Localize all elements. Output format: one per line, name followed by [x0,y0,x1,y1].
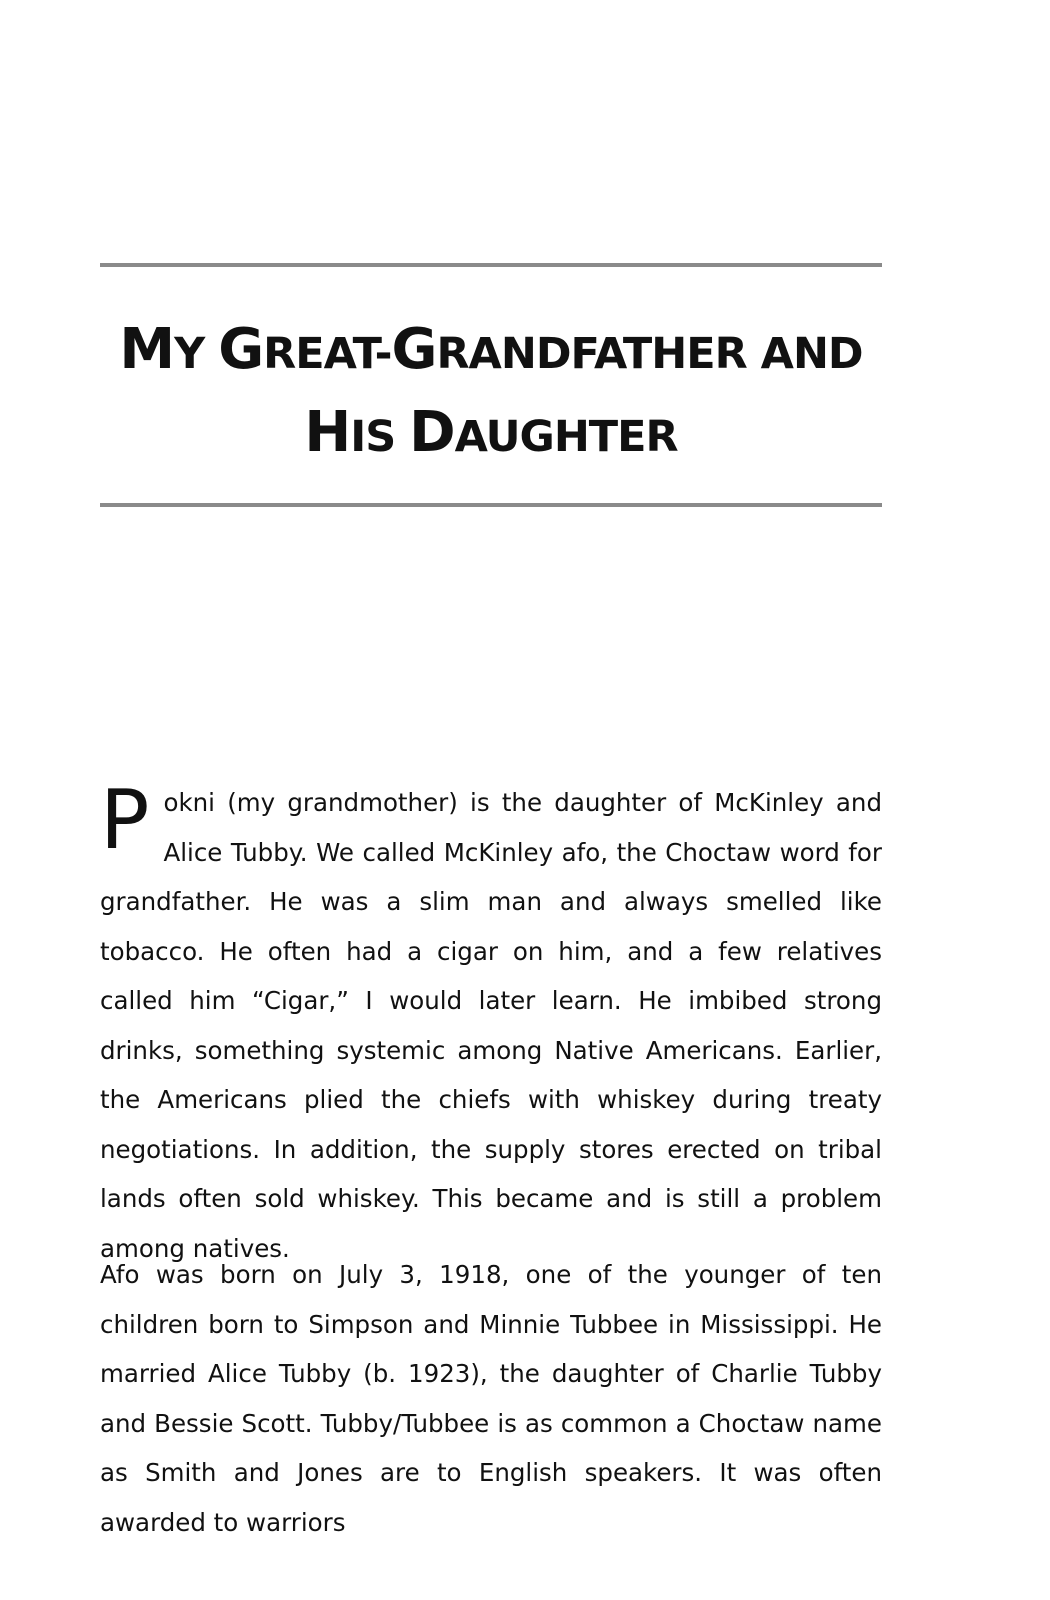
title-initial: G [218,317,264,382]
title-line-2 [304,400,678,465]
title-initial: M [119,317,175,382]
title-initial: G [391,317,437,382]
chapter-title [100,312,882,478]
paragraph-1 [100,773,882,1273]
drop-cap: P [100,773,150,868]
paragraph-1-text: okni (my grandmother) is the daughter of McKinley and Alice Tubby. We called McKinley afo, the Choctaw word for grandfather. He was a slim man and always smelled like tobacco. He often had a cigar on him, and a few relatives called him “Cigar,” I would later learn. He imbibed strong drinks, something systemic among Native Americans. Earlier, the Americans plied the chiefs with whiskey during treaty negotiations. In addition, the supply stores erected on tribal lands often sold whiskey. This became and is still a problem among natives. [100,788,882,1263]
title-smallcaps: REAT- [263,329,392,379]
title-top-rule [100,263,882,267]
paragraph-2-text: Afo was born on July 3, 1918, one of the younger of ten children born to Simpson and Minnie Tubbee in Mississippi. He married Alice Tubby (b. 1923), the daughter of Charlie Tubby and Bessie Scott. Tubby/Tubbee is as common a Choctaw name as Smith and Jones are to English speakers. It was often awarded to warriors [100,1260,882,1537]
paragraph-2 [100,1250,882,1547]
title-bottom-rule [100,503,882,507]
title-smallcaps: AUGHTER [454,412,678,462]
title-initial: D [409,400,455,465]
title-initial: H [304,400,351,465]
title-line-1 [119,317,863,382]
title-smallcaps: IS [350,412,410,462]
title-smallcaps: Y [174,329,219,379]
title-smallcaps: RANDFATHER AND [436,329,863,379]
